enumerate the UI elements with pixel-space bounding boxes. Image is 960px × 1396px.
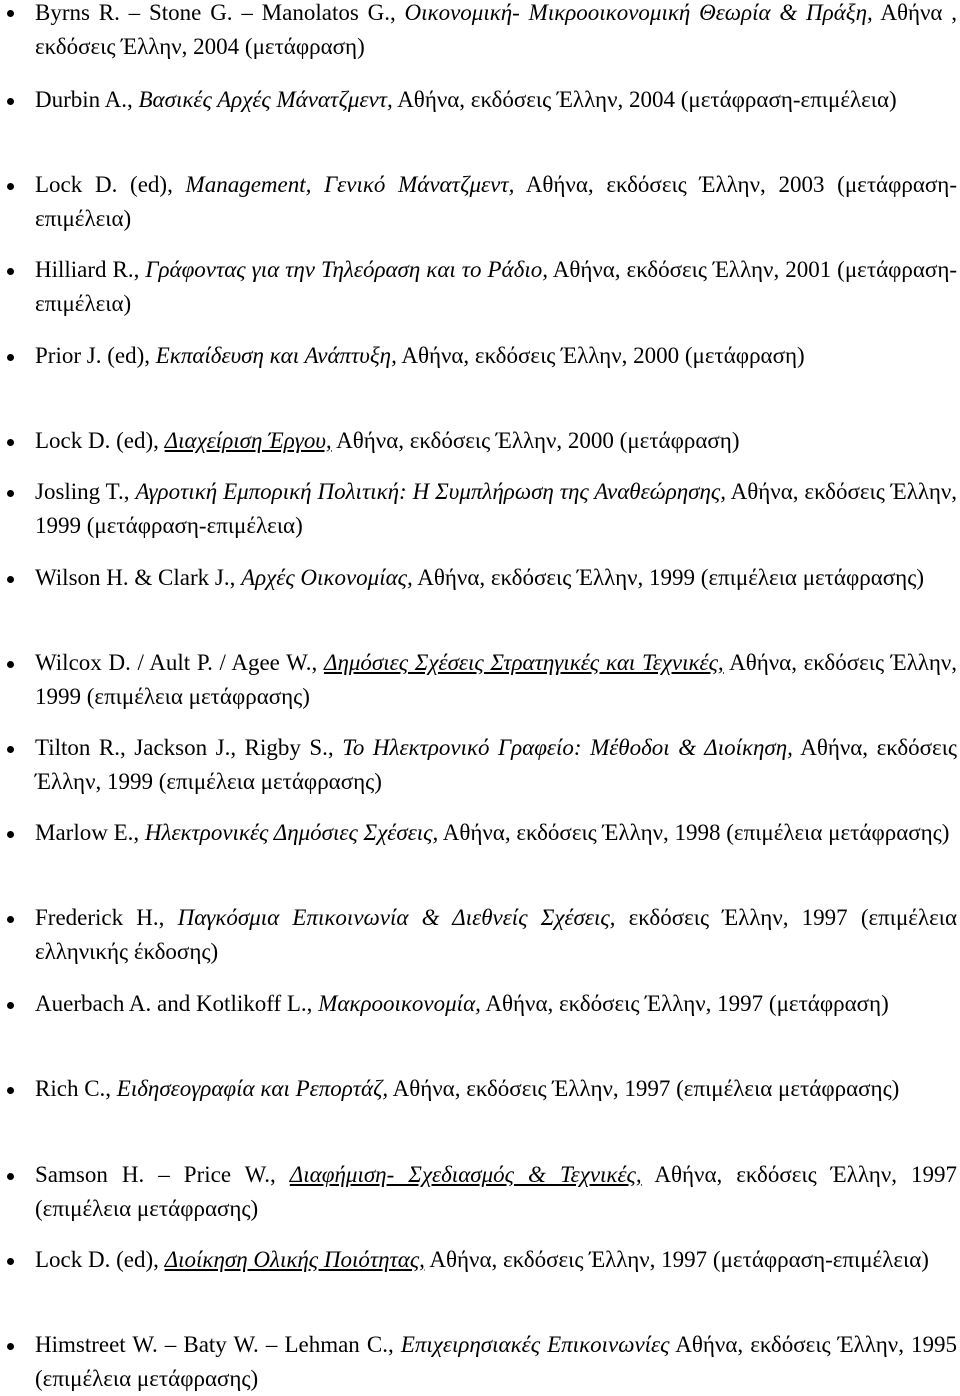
reference-author: Lock D. (ed), [35,428,159,453]
bullet-icon [7,916,14,923]
reference-title: Βασικές Αρχές Μάνατζμεντ, [138,87,393,112]
bullet-icon [7,1087,14,1094]
reference-text [35,901,957,969]
reference-text [35,646,957,714]
reference-author: Hilliard R., [35,257,140,282]
reference-details: Αθήνα, εκδόσεις Έλλην, 1997 (μετάφραση-επιμέλεια) [429,1247,929,1272]
reference-details: Αθήνα, εκδόσεις Έλλην, 1999 (επιμέλεια μετάφρασης) [35,735,958,794]
reference-text [35,253,957,321]
reference-title: Δημόσιες Σχέσεις Στρατηγικές και Τεχνικές, [323,650,724,675]
reference-author: Samson H. – Price W., [35,1162,276,1187]
reference-title: Αγροτική Εμπορική Πολιτική: Η Συμπλήρωση της Αναθεώρησης, [135,479,726,504]
bullet-icon [7,10,14,17]
bullet-icon [7,831,14,838]
reference-title: Γράφοντας για την Τηλεόραση και το Ράδιο, [145,257,548,282]
bullet-icon [7,98,14,105]
bullet-icon [7,354,14,361]
reference-title: Εκπαίδευση και Ανάπτυξη, [155,343,397,368]
reference-author: Rich C., [35,1076,112,1101]
reference-author: Tilton R., Jackson J., Rigby S., [35,735,334,760]
reference-title: Διοίκηση Ολικής Ποιότητας, [164,1247,425,1272]
reference-text [35,1158,957,1226]
reference-text [35,0,957,64]
reference-text [35,475,957,543]
reference-author: Lock D. (ed), [35,1247,159,1272]
reference-text [35,816,957,850]
reference-title: Ειδησεογραφία και Ρεπορτάζ, [116,1076,389,1101]
reference-text [35,1072,957,1106]
reference-author: Wilcox D. / Ault P. / Agee W., [35,650,318,675]
reference-details: Αθήνα, εκδόσεις Έλλην, 1997 (επιμέλεια μετάφρασης) [392,1076,900,1101]
bullet-icon [7,1002,14,1009]
reference-author: Prior J. (ed), [35,343,150,368]
reference-text [35,424,957,458]
reference-author: Auerbach A. and Kotlikoff L., [35,991,313,1016]
reference-text [35,168,957,236]
reference-details: Αθήνα, εκδόσεις Έλλην, 2004 (μετάφραση-επιμέλεια) [397,87,897,112]
reference-author: Himstreet W. – Baty W. – Lehman C., [35,1332,394,1357]
reference-details: Αθήνα, εκδόσεις Έλλην, 1997 (μετάφραση) [485,991,889,1016]
reference-details: Αθήνα , εκδόσεις Έλλην, 2004 (μετάφραση) [35,0,958,59]
reference-title: Διαφήμιση- Σχεδιασμός & Τεχνικές, [289,1162,642,1187]
bullet-icon [7,268,14,275]
reference-text [35,1243,957,1277]
reference-details: Αθήνα, εκδόσεις Έλλην, 1995 (επιμέλεια μετάφρασης) [35,1332,958,1391]
reference-author: Byrns R. – Stone G. – Manolatos G., [35,0,396,25]
reference-title: Το Ηλεκτρονικό Γραφείο: Μέθοδοι & Διοίκηση, [342,735,793,760]
reference-text [35,339,957,373]
reference-title: Παγκόσμια Επικοινωνία & Διεθνείς Σχέσεις, [177,905,616,930]
reference-title: Management, Γενικό Μάνατζμεντ, [185,172,515,197]
reference-author: Josling T., [35,479,130,504]
reference-details: Αθήνα, εκδόσεις Έλλην, 2003 (μετάφραση- επιμέλεια) [35,172,957,231]
bullet-icon [7,661,14,668]
bullet-icon [7,1173,14,1180]
bullet-icon [7,490,14,497]
reference-details: Αθήνα, εκδόσεις Έλλην, 1997 (επιμέλεια μετάφρασης) [35,1162,958,1221]
reference-author: Marlow E., [35,820,140,845]
reference-details: Αθήνα, εκδόσεις Έλλην, 1998 (επιμέλεια μετάφρασης) [442,820,950,845]
reference-title: Διαχείριση Έργου, [164,428,332,453]
reference-details: Αθήνα, εκδόσεις Έλλην, 1999 (επιμέλεια μετάφρασης) [35,650,958,709]
reference-author: Durbin A., [35,87,133,112]
reference-title: Επιχειρησιακές Επικοινωνίες [400,1332,670,1357]
reference-details: Αθήνα, εκδόσεις Έλλην, 2000 (μετάφραση) [336,428,740,453]
reference-text [35,731,957,799]
reference-title: Μακροοικονομία, [318,991,481,1016]
reference-details: εκδόσεις Έλλην, 1997 (επιμέλεια ελληνικής έκδοσης) [35,905,957,964]
reference-details: Αθήνα, εκδόσεις Έλλην, 1999 (μετάφραση-επιμέλεια) [35,479,958,538]
reference-details: Αθήνα, εκδόσεις Έλλην, 1999 (επιμέλεια μετάφρασης) [417,565,924,590]
bullet-icon [7,746,14,753]
reference-details: Αθήνα, εκδόσεις Έλλην, 2000 (μετάφραση) [401,343,805,368]
bullet-icon [7,1258,14,1265]
reference-text [35,987,957,1021]
bullet-icon [7,576,14,583]
reference-text [35,561,957,595]
bullet-icon [7,439,14,446]
reference-text [35,1328,957,1396]
reference-author: Frederick H., [35,905,165,930]
reference-author: Wilson H. & Clark J., [35,565,236,590]
reference-title: Οικονομική- Μικροοικονομική Θεωρία & Πράξη, [404,0,873,25]
reference-author: Lock D. (ed), [35,172,173,197]
bullet-icon [7,183,14,190]
reference-details: Αθήνα, εκδόσεις Έλλην, 2001 (μετάφραση- επιμέλεια) [35,257,958,316]
reference-title: Αρχές Οικονομίας, [241,565,413,590]
bullet-icon [7,1343,14,1350]
reference-text [35,83,957,117]
reference-title: Ηλεκτρονικές Δημόσιες Σχέσεις, [144,820,439,845]
